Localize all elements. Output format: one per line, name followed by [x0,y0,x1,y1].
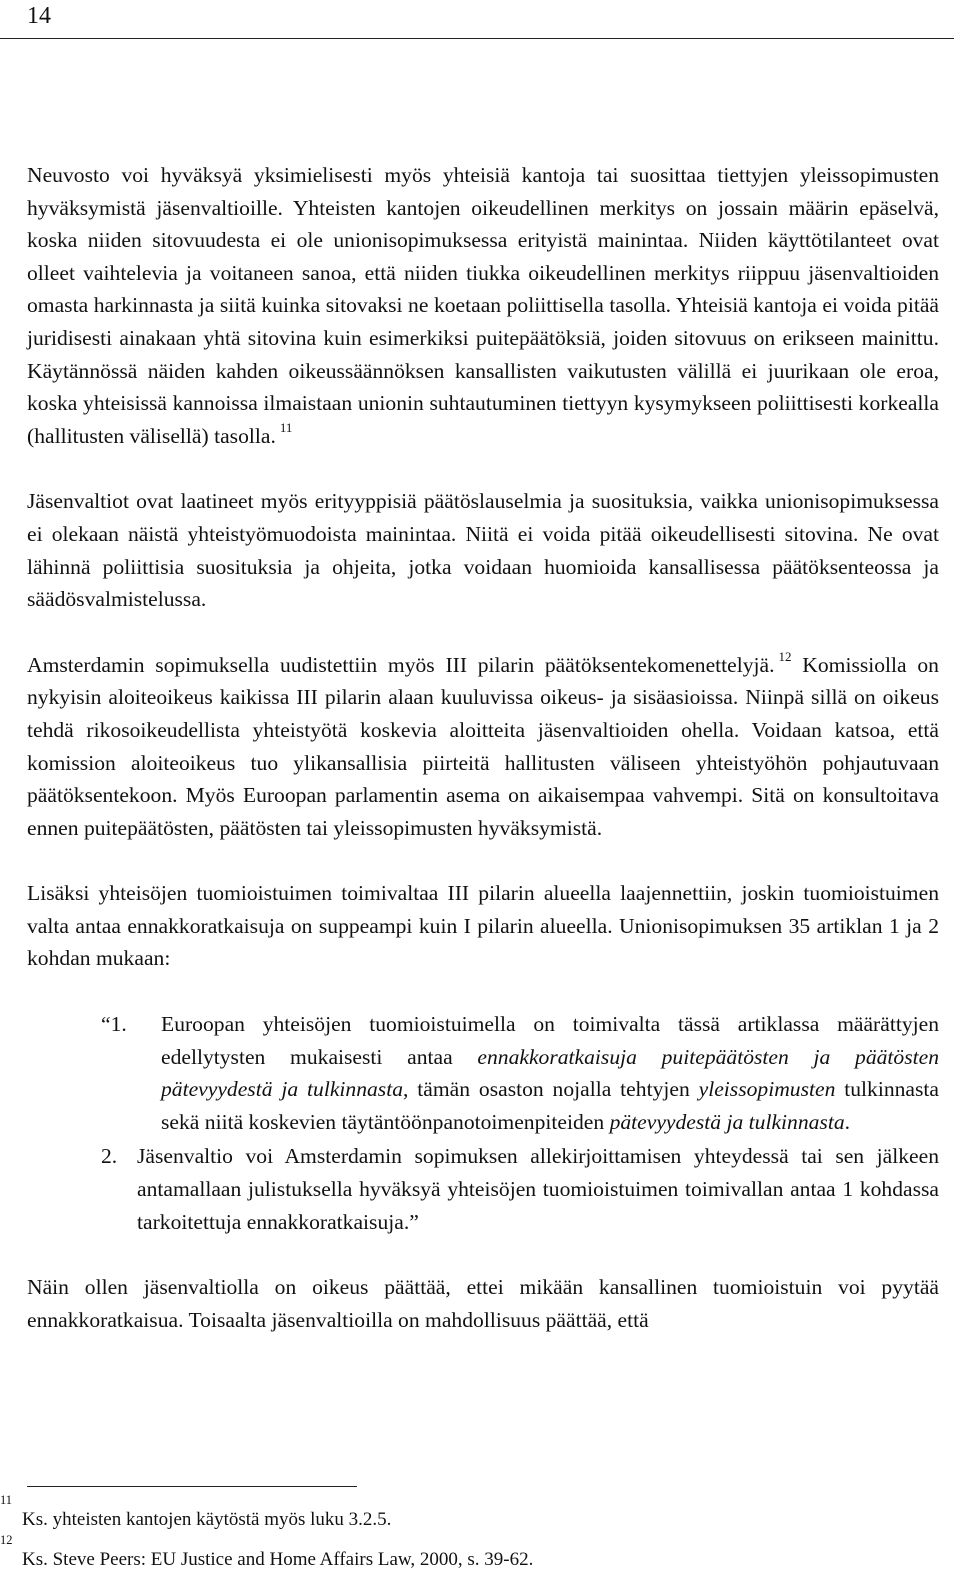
footnote-11-text: Ks. yhteisten kantojen käytöstä myös luku 3.2.5. [22,1509,392,1530]
quote-item-1 [27,1008,939,1138]
footnote-11-number: 11 [0,1493,13,1507]
footnote-ref-12[interactable]: 12 [778,649,792,665]
paragraph-3-first-sentence: Amsterdamin sopimuksella uudistettiin myös III pilarin päätöksentekomenettelyjä. [27,652,775,677]
page-number: 14 [27,3,51,29]
quote-item-1-italic-c: pätevyydestä ja tulkinnasta [609,1109,845,1134]
footnote-ref-11[interactable]: 11 [279,420,293,436]
footnote-12-text: Ks. Steve Peers: EU Justice and Home Affairs Law, 2000, s. 39-62. [22,1549,534,1570]
quote-item-2 [27,1140,939,1238]
article-quote [27,1008,939,1238]
paragraph-3-rest: Komissiolla on nykyisin aloiteoikeus kaikissa III pilarin alaan kuuluvissa oikeus- ja sisäasioissa. Niinpä sillä on oikeus tehdä rikosoikeudellista yhteistyötä koskevia aloitteita jäsenvaltioiden ohella. Voidaan katsoa, että komission aloiteoikeus tuo ylikansallisia piirteitä hallitusten väliseen yhteistyöhön pohjautuvaan päätöksentekoon. Myös Euroopan parlamentin asema on aikaisempaa vahvempi. Sitä on konsultoitava ennen puitepäätösten, päätösten tai yleissopimusten hyväksymistä. [27,652,939,840]
quote-item-1-text-b: , tämän osaston nojalla tehtyjen [403,1077,699,1102]
quote-item-1-text-c: tulkinnasta sekä niitä koskevien täytäntöönpanotoimenpiteiden [161,1077,939,1134]
quote-item-2-number: 2. [101,1144,118,1169]
paragraph-5: Näin ollen jäsenvaltiolla on oikeus päättää, ettei mikään kansallinen tuomioistuin voi pyytää ennakkoratkaisua. Toisaalta jäsenvaltioilla on mahdollisuus päättää, että [27,1275,939,1332]
paragraph-1-text: Neuvosto voi hyväksyä yksimielisesti myös yhteisiä kantoja tai suosittaa tiettyjen yleissopimusten hyväksymistä jäsenvaltioille. Yhteisten kantojen oikeudellinen merkitys on jossain määrin epäselvä, koska niiden sitovuudesta ei ole unionisopimuksessa erityistä mainintaa. Niiden käyttötilanteet ovat olleet vaihtelevia ja voitaneen sanoa, että niiden tiukka oikeudellinen merkitys riippuu jäsenvaltioiden omasta harkinnasta ja siitä kuinka sitovaksi ne koetaan poliittisella tasolla. Yhteisiä kantoja ei voida pitää juridisesti ainakaan yhtä sitovina kuin esimerkiksi puitepäätöksiä, joiden sitovuus on erikseen mainittu. Käytännössä näiden kahden oikeussäännöksen kansallisten vaikutusten välillä ei juurikaan ole eroa, koska yhteisissä kannoissa ilmaistaan unionin suhtautuminen tiettyyn kysymykseen poliittisesti korkealla (hallitusten välisellä) tasolla. [27,163,939,448]
paragraph-4: Lisäksi yhteisöjen tuomioistuimen toimivaltaa III pilarin alueella laajennettiin, joskin tuomioistuimen valta antaa ennakkoratkaisuja on suppeampi kuin I pilarin alueella. Unionisopimuksen 35 artiklan 1 ja 2 kohdan mukaan: [27,881,939,971]
quote-item-1-number: “1. [101,1012,127,1037]
footnote-rule [27,1486,357,1487]
footnote-11 [0,1493,950,1540]
paragraph-1 [27,159,939,452]
main-text [27,159,939,1336]
quote-item-1-italic-a: ennakkoratkaisuja puitepäätösten ja päätösten pätevyydestä ja tulkinnasta [161,1044,939,1102]
footnote-12-number: 12 [0,1533,13,1547]
paragraph-3 [27,649,939,845]
quote-item-2-text: Jäsenvaltio voi Amsterdamin sopimuksen allekirjoittamisen yhteydessä tai sen jälkeen antamallaan julistuksella hyväksyä yhteisöjen tuomioistuimen toimivallan antaa 1 kohdassa tarkoitettuja ennakkoratkaisuja.” [137,1144,939,1234]
quote-item-1-italic-b: yleissopimusten [698,1077,836,1102]
quote-item-1-text-d: . [844,1109,851,1134]
header-rule [0,38,954,39]
paragraph-2: Jäsenvaltiot ovat laatineet myös erityyppisiä päätöslauselmia ja suosituksia, vaikka unionisopimuksessa ei olekaan näistä yhteistyömuodoista mainintaa. Niitä ei voida pitää oikeudellisesti sitovina. Ne ovat lähinnä poliittisia suosituksia ja ohjeita, jotka voidaan huomioida kansallisessa päätöksenteossa ja säädösvalmistelussa. [27,489,939,612]
footnotes [0,1493,950,1580]
quote-item-1-text-a: Euroopan yhteisöjen tuomioistuimella on toimivalta tässä artiklassa määrättyjen edellytysten mukaisesti antaa [161,1012,939,1069]
footnote-12 [0,1533,950,1580]
